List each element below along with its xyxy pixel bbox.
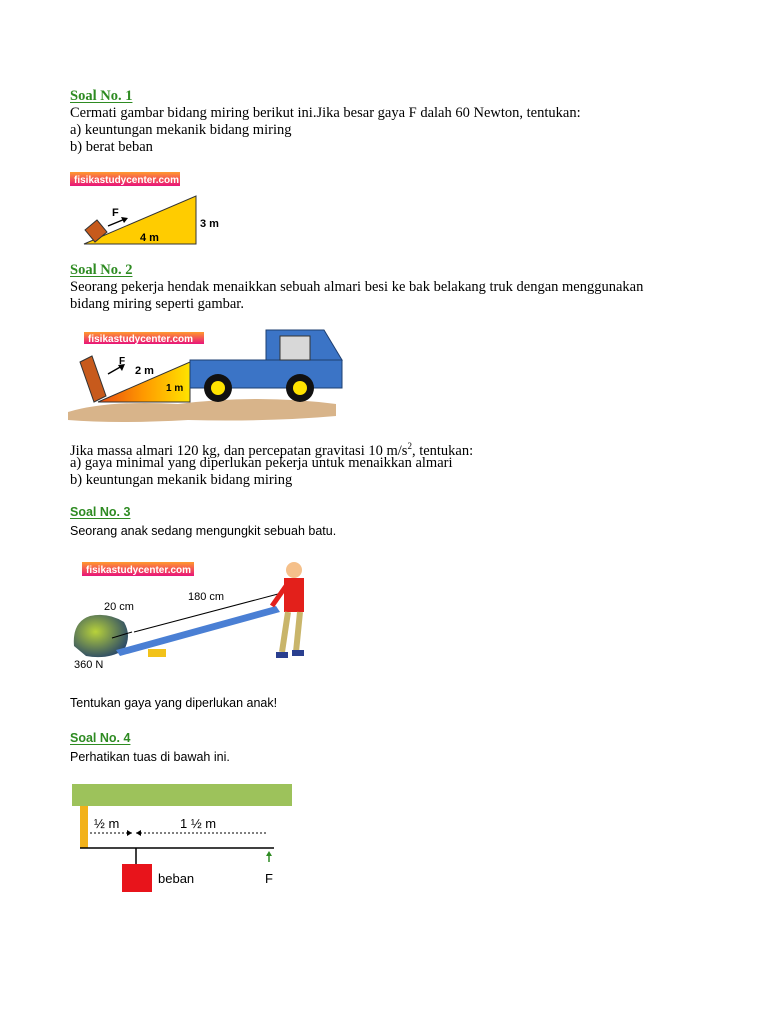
soal-2-truck-ramp-figure <box>68 324 348 424</box>
soal-3-lever-figure <box>68 552 318 674</box>
soal-2-data-suffix: , tentukan: <box>411 442 474 459</box>
soal-2-heading: Soal No. 2 <box>70 262 133 278</box>
front-hub <box>293 381 307 395</box>
child-arm <box>272 586 286 606</box>
soal-2-line-1: Seorang pekerja hendak menaikkan sebuah almari besi ke bak belakang truk dengan menggunakan <box>70 279 644 295</box>
child-head <box>286 562 302 578</box>
child-leg-right <box>296 612 300 652</box>
soal-1-line-3: b) berat beban <box>70 139 153 155</box>
base-label: 4 m <box>140 232 159 244</box>
soal-4-heading: Soal No. 4 <box>70 731 131 745</box>
pivot-support <box>80 806 88 848</box>
soal-3-heading: Soal No. 3 <box>70 505 131 519</box>
child-shirt <box>284 578 304 612</box>
force-arrow-head <box>266 851 272 856</box>
soal-4-lever-figure <box>70 782 296 896</box>
fulcrum <box>148 649 166 657</box>
child-shoe-left <box>276 652 288 658</box>
watermark-text: fisikastudycenter.com <box>86 565 192 576</box>
lever-bar <box>116 606 280 656</box>
force-label: F <box>112 207 119 219</box>
soal-1-line-2: a) keuntungan mekanik bidang miring <box>70 122 292 138</box>
soal-1-inclined-plane-figure <box>70 168 240 252</box>
force-arrow <box>108 219 125 226</box>
soal-2-line-2: bidang miring seperti gambar. <box>70 296 244 312</box>
load-label: beban <box>158 871 195 886</box>
rear-hub <box>211 381 225 395</box>
force-label: F <box>265 871 273 886</box>
load-label: 360 N <box>74 659 104 671</box>
soal-2-question-b: b) keuntungan mekanik bidang miring <box>70 472 293 488</box>
height-label: 3 m <box>200 218 219 230</box>
force-label: F <box>119 356 126 367</box>
ceiling-beam <box>72 784 292 806</box>
child-leg-left <box>282 612 288 652</box>
short-arm-label: 20 cm <box>104 601 134 613</box>
soal-2-question-a: a) gaya minimal yang diperlukan pekerja untuk menaikkan almari <box>70 455 453 471</box>
soal-2-data-text: Jika massa almari 120 kg, dan percepatan gravitasi 10 m/s <box>70 442 408 459</box>
soal-1-line-1: Cermati gambar bidang miring berikut ini.Jika besar gaya F dalah 60 Newton, tentukan: <box>70 105 581 121</box>
soal-1-heading: Soal No. 1 <box>70 88 133 104</box>
load-box <box>122 864 152 892</box>
cabinet <box>80 356 106 402</box>
watermark-text: fisikastudycenter.com <box>88 334 194 345</box>
soal-3-question: Tentukan gaya yang diperlukan anak! <box>70 696 278 710</box>
right-arm-label: 1 ½ m <box>180 816 217 831</box>
height-label: 1 m <box>166 383 184 394</box>
watermark-text: fisikastudycenter.com <box>74 175 180 186</box>
slope-label: 2 m <box>135 365 154 377</box>
truck-window <box>280 336 310 360</box>
soal-2-exponent: 2 <box>407 441 412 451</box>
soal-3-line: Seorang anak sedang mengungkit sebuah batu. <box>70 524 337 538</box>
left-arm-arrow-head <box>127 830 132 836</box>
long-arm-label: 180 cm <box>188 591 225 603</box>
child-shoe-right <box>292 650 304 656</box>
left-arm-label: ½ m <box>94 816 120 831</box>
soal-4-line: Perhatikan tuas di bawah ini. <box>70 750 230 764</box>
right-arm-arrow-head <box>136 830 141 836</box>
